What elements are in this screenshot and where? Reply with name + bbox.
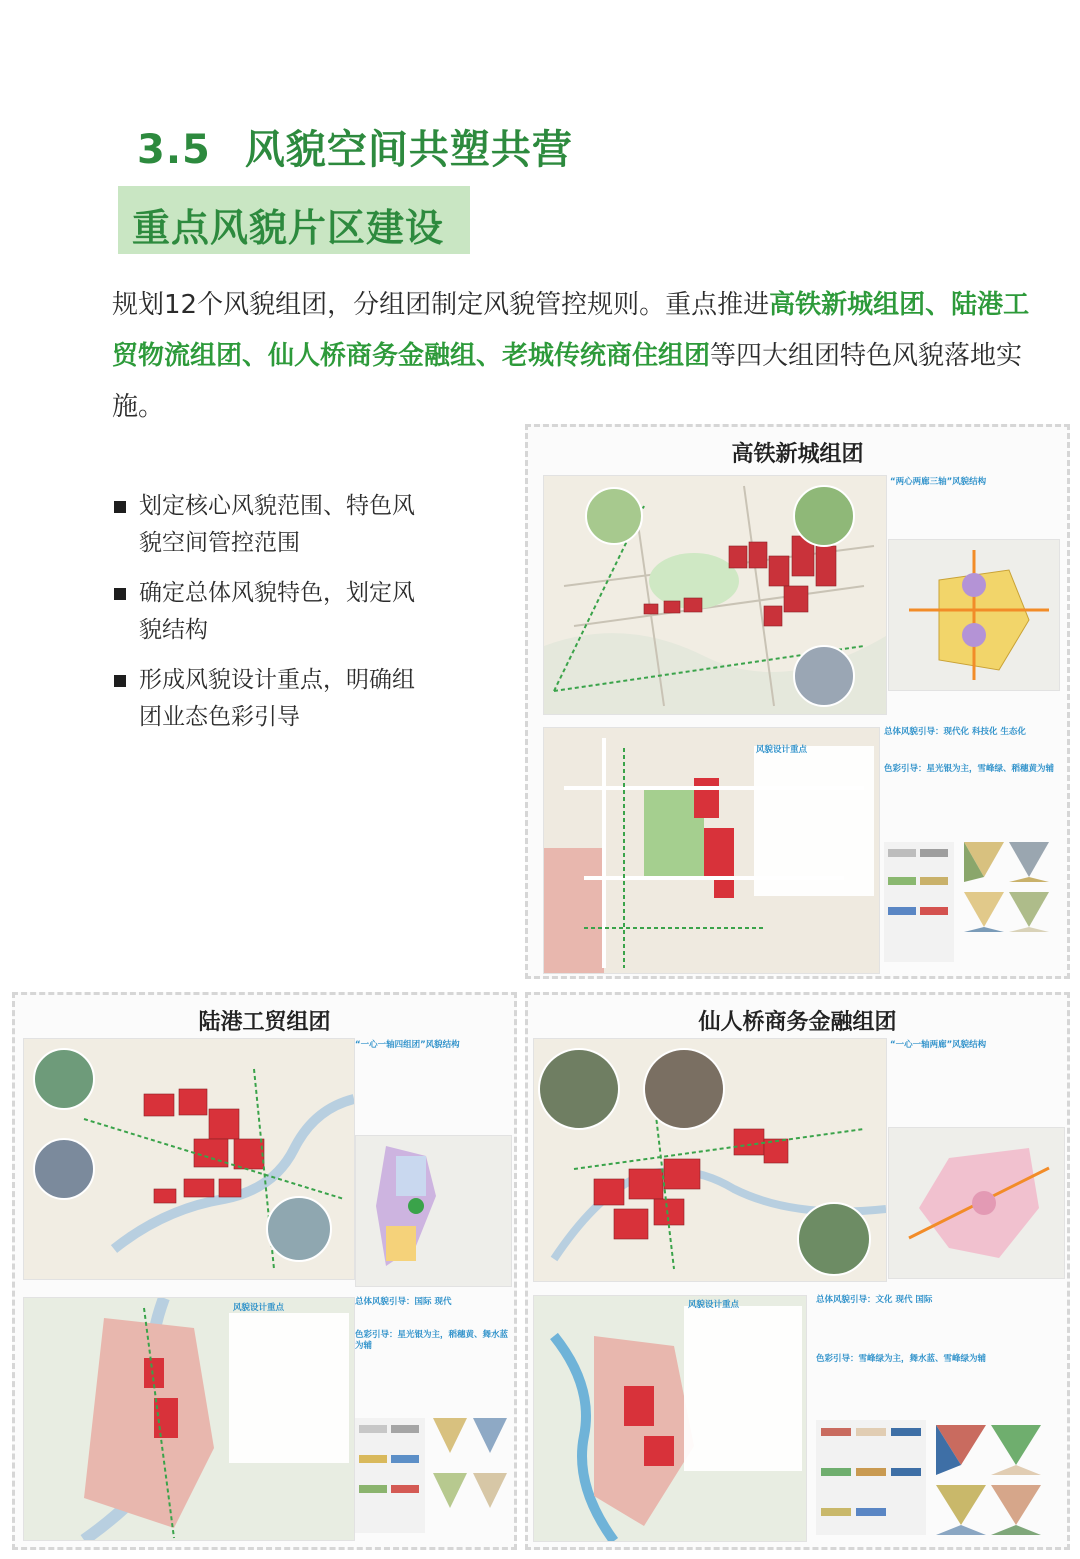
design-map xyxy=(543,727,880,974)
section-title: 风貌空间共塑共营 xyxy=(244,127,573,173)
bullet-list xyxy=(112,488,432,749)
bullet-square-icon xyxy=(114,675,126,687)
structure-map xyxy=(543,475,887,715)
structure-map xyxy=(533,1038,887,1282)
structure-note: “一心一轴两廊”风貌结构 xyxy=(890,1040,987,1050)
guide-note: 总体风貌引导：文化 现代 国际 色彩引导：雪峰绿为主，舞水蓝、雪峰绿为辅 xyxy=(816,1295,987,1364)
guide-note: 总体风貌引导：现代化 科技化 生态化 色彩引导：星光银为主，雪峰绿、稻穗黄为辅 xyxy=(884,727,1055,774)
design-map xyxy=(533,1295,807,1542)
design-note: 风貌设计重点 xyxy=(688,1300,740,1310)
panel-title: 仙人桥商务金融组团 xyxy=(698,1010,897,1035)
structure-diagram xyxy=(888,539,1060,691)
intro-highlight: 高铁新城组团、陆港工贸物流组团、仙人桥商务金融组、老城传统商住组团 xyxy=(112,290,1030,371)
bullet-item: 划定核心风貌范围、特色风貌空间管控范围 xyxy=(112,488,432,562)
bullet-item: 确定总体风貌特色，划定风貌结构 xyxy=(112,575,432,649)
design-map xyxy=(23,1297,355,1541)
structure-diagram xyxy=(888,1127,1065,1279)
intro-paragraph xyxy=(112,280,1042,433)
color-palette xyxy=(884,837,1064,972)
intro-text-1: 规划12个风貌组团，分组团制定风貌管控规则。重点推进 xyxy=(112,290,770,320)
panel-xianrenqiao xyxy=(525,992,1070,1550)
intro-text-2: 等四大组团特色风貌落地实施。 xyxy=(112,341,1023,422)
bullet-item: 形成风貌设计重点，明确组团业态色彩引导 xyxy=(112,662,432,736)
section-heading xyxy=(137,118,573,175)
subheading: 重点风貌片区建设 xyxy=(132,206,445,250)
structure-diagram xyxy=(355,1135,512,1287)
design-note: 风貌设计重点 xyxy=(756,745,808,755)
panel-lugang xyxy=(12,992,517,1550)
panel-title: 高铁新城组团 xyxy=(731,442,864,467)
color-palette xyxy=(816,1420,1066,1540)
structure-note: “一心一轴四组团”风貌结构 xyxy=(355,1040,460,1050)
subheading-band xyxy=(118,186,470,254)
structure-note: “两心两廊三轴”风貌结构 xyxy=(890,477,987,487)
bullet-square-icon xyxy=(114,501,126,513)
section-number: 3.5 xyxy=(137,127,211,173)
panel-title: 陆港工贸组团 xyxy=(198,1010,331,1035)
bullet-square-icon xyxy=(114,588,126,600)
structure-map xyxy=(23,1038,355,1280)
guide-note: 总体风貌引导：国际 现代 色彩引导：星光银为主，稻穗黄、舞水蓝为辅 xyxy=(355,1297,509,1351)
design-note: 风貌设计重点 xyxy=(233,1303,285,1313)
color-palette xyxy=(355,1413,515,1538)
panel-gaotie xyxy=(525,424,1070,979)
